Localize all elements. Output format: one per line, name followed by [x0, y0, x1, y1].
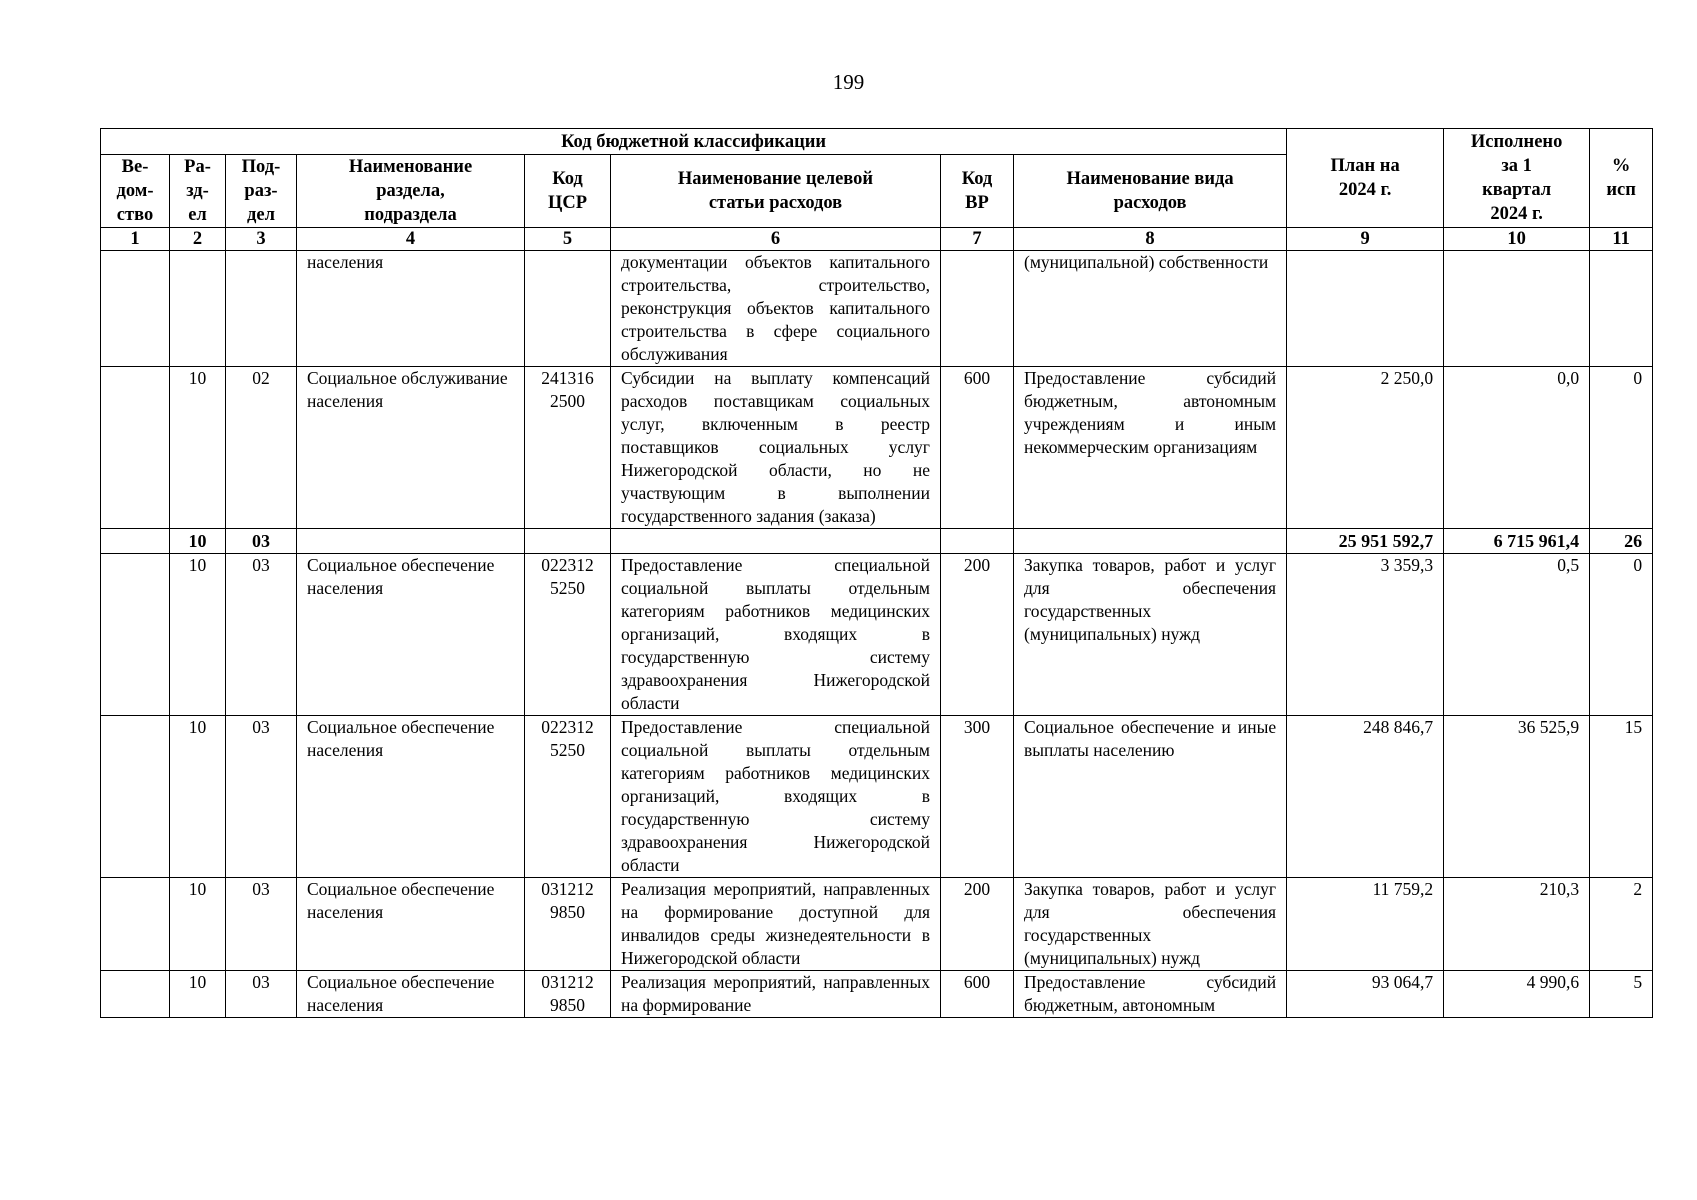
cell-ved	[101, 878, 170, 971]
cell-csr: 022312 5250	[525, 554, 611, 716]
column-number: 10	[1444, 228, 1590, 251]
header-col-7: Код ВР	[941, 155, 1014, 228]
cell-name-statya: Предоставление специальной социальной выплаты отдельным категориям работников медицинских организаций, входящих в государственную систему здравоохранения Нижегородской области	[611, 716, 941, 878]
cell-razdel: 10	[170, 367, 226, 529]
cell-pct: 15	[1590, 716, 1653, 878]
cell-pct: 26	[1590, 529, 1653, 554]
header-col-10: Исполнено за 1 квартал 2024 г.	[1444, 129, 1590, 228]
cell-ved	[101, 367, 170, 529]
cell-podrazdel: 03	[226, 878, 297, 971]
cell-name-vid	[1014, 529, 1287, 554]
cell-razdel: 10	[170, 554, 226, 716]
cell-done: 36 525,9	[1444, 716, 1590, 878]
cell-ved	[101, 716, 170, 878]
cell-csr	[525, 529, 611, 554]
cell-pct	[1590, 251, 1653, 367]
cell-vr: 600	[941, 367, 1014, 529]
cell-csr: 031212 9850	[525, 971, 611, 1018]
cell-podrazdel: 03	[226, 554, 297, 716]
cell-done: 210,3	[1444, 878, 1590, 971]
column-number-row	[101, 228, 1653, 251]
cell-plan: 25 951 592,7	[1287, 529, 1444, 554]
cell-razdel	[170, 251, 226, 367]
subtotal-row	[101, 529, 1653, 554]
cell-pct: 2	[1590, 878, 1653, 971]
cell-name-razdel: Социальное обеспечение населения	[297, 878, 525, 971]
header-col-8: Наименование вида расходов	[1014, 155, 1287, 228]
cell-done: 6 715 961,4	[1444, 529, 1590, 554]
header-col-4: Наименование раздела, подраздела	[297, 155, 525, 228]
cell-plan: 3 359,3	[1287, 554, 1444, 716]
cell-vr: 300	[941, 716, 1014, 878]
header-group: Код бюджетной классификации	[101, 129, 1287, 155]
cell-csr	[525, 251, 611, 367]
header-col-6: Наименование целевой статьи расходов	[611, 155, 941, 228]
table-row	[101, 251, 1653, 367]
column-number: 1	[101, 228, 170, 251]
cell-name-razdel: Социальное обслуживание населения	[297, 367, 525, 529]
cell-podrazdel: 03	[226, 529, 297, 554]
cell-name-vid: Социальное обеспечение и иные выплаты населению	[1014, 716, 1287, 878]
table-row	[101, 367, 1653, 529]
cell-name-vid: Предоставление субсидий бюджетным, автономным	[1014, 971, 1287, 1018]
cell-vr	[941, 529, 1014, 554]
cell-pct: 0	[1590, 554, 1653, 716]
table-row	[101, 554, 1653, 716]
cell-name-statya: Субсидии на выплату компенсаций расходов поставщикам социальных услуг, включенным в реестр поставщиков социальных услуг Нижегородской области, но не участвующим в выполнении государственного задания (заказа)	[611, 367, 941, 529]
cell-name-vid: Закупка товаров, работ и услуг для обеспечения государственных (муниципальных) нужд	[1014, 554, 1287, 716]
cell-name-statya: Предоставление специальной социальной выплаты отдельным категориям работников медицинских организаций, входящих в государственную систему здравоохранения Нижегородской области	[611, 554, 941, 716]
cell-plan: 93 064,7	[1287, 971, 1444, 1018]
cell-vr	[941, 251, 1014, 367]
header-col-1: Ве- дом- ство	[101, 155, 170, 228]
header-col-9: План на 2024 г.	[1287, 129, 1444, 228]
table-row	[101, 716, 1653, 878]
budget-table	[100, 128, 1653, 1018]
cell-plan: 248 846,7	[1287, 716, 1444, 878]
cell-csr: 031212 9850	[525, 878, 611, 971]
cell-ved	[101, 251, 170, 367]
cell-plan: 2 250,0	[1287, 367, 1444, 529]
cell-name-vid: Предоставление субсидий бюджетным, автономным учреждениям и иным некоммерческим организациям	[1014, 367, 1287, 529]
column-number: 2	[170, 228, 226, 251]
cell-name-statya: Реализация мероприятий, направленных на формирование доступной для инвалидов среды жизнедеятельности в Нижегородской области	[611, 878, 941, 971]
cell-ved	[101, 554, 170, 716]
cell-razdel: 10	[170, 716, 226, 878]
column-number: 8	[1014, 228, 1287, 251]
cell-name-vid: (муниципальной) собственности	[1014, 251, 1287, 367]
column-number: 6	[611, 228, 941, 251]
cell-name-razdel: Социальное обеспечение населения	[297, 554, 525, 716]
column-number: 11	[1590, 228, 1653, 251]
cell-vr: 200	[941, 878, 1014, 971]
cell-podrazdel: 02	[226, 367, 297, 529]
cell-vr: 200	[941, 554, 1014, 716]
cell-name-statya: документации объектов капитального строительства, строительство, реконструкция объектов капитального строительства в сфере социального обслуживания	[611, 251, 941, 367]
header-col-11: % исп	[1590, 129, 1653, 228]
cell-razdel: 10	[170, 878, 226, 971]
header-col-3: Под- раз- дел	[226, 155, 297, 228]
cell-plan	[1287, 251, 1444, 367]
cell-csr: 022312 5250	[525, 716, 611, 878]
table-row	[101, 971, 1653, 1018]
cell-name-statya	[611, 529, 941, 554]
cell-done: 0,0	[1444, 367, 1590, 529]
cell-pct: 5	[1590, 971, 1653, 1018]
table-body	[101, 251, 1653, 1018]
cell-ved	[101, 971, 170, 1018]
cell-done: 4 990,6	[1444, 971, 1590, 1018]
column-number: 7	[941, 228, 1014, 251]
column-number: 9	[1287, 228, 1444, 251]
cell-podrazdel	[226, 251, 297, 367]
cell-pct: 0	[1590, 367, 1653, 529]
cell-name-razdel: Социальное обеспечение населения	[297, 716, 525, 878]
cell-podrazdel: 03	[226, 716, 297, 878]
header-col-5: Код ЦСР	[525, 155, 611, 228]
table-header	[101, 129, 1653, 251]
cell-podrazdel: 03	[226, 971, 297, 1018]
cell-ved	[101, 529, 170, 554]
cell-razdel: 10	[170, 529, 226, 554]
cell-vr: 600	[941, 971, 1014, 1018]
cell-plan: 11 759,2	[1287, 878, 1444, 971]
page-number: 199	[832, 70, 865, 94]
column-number: 3	[226, 228, 297, 251]
column-number: 5	[525, 228, 611, 251]
cell-name-vid: Закупка товаров, работ и услуг для обеспечения государственных (муниципальных) нужд	[1014, 878, 1287, 971]
header-col-2: Ра- зд- ел	[170, 155, 226, 228]
table-row	[101, 878, 1653, 971]
cell-csr: 241316 2500	[525, 367, 611, 529]
cell-done	[1444, 251, 1590, 367]
cell-done: 0,5	[1444, 554, 1590, 716]
cell-name-razdel: населения	[297, 251, 525, 367]
cell-razdel: 10	[170, 971, 226, 1018]
cell-name-razdel: Социальное обеспечение населения	[297, 971, 525, 1018]
cell-name-statya: Реализация мероприятий, направленных на формирование	[611, 971, 941, 1018]
column-number: 4	[297, 228, 525, 251]
cell-name-razdel	[297, 529, 525, 554]
